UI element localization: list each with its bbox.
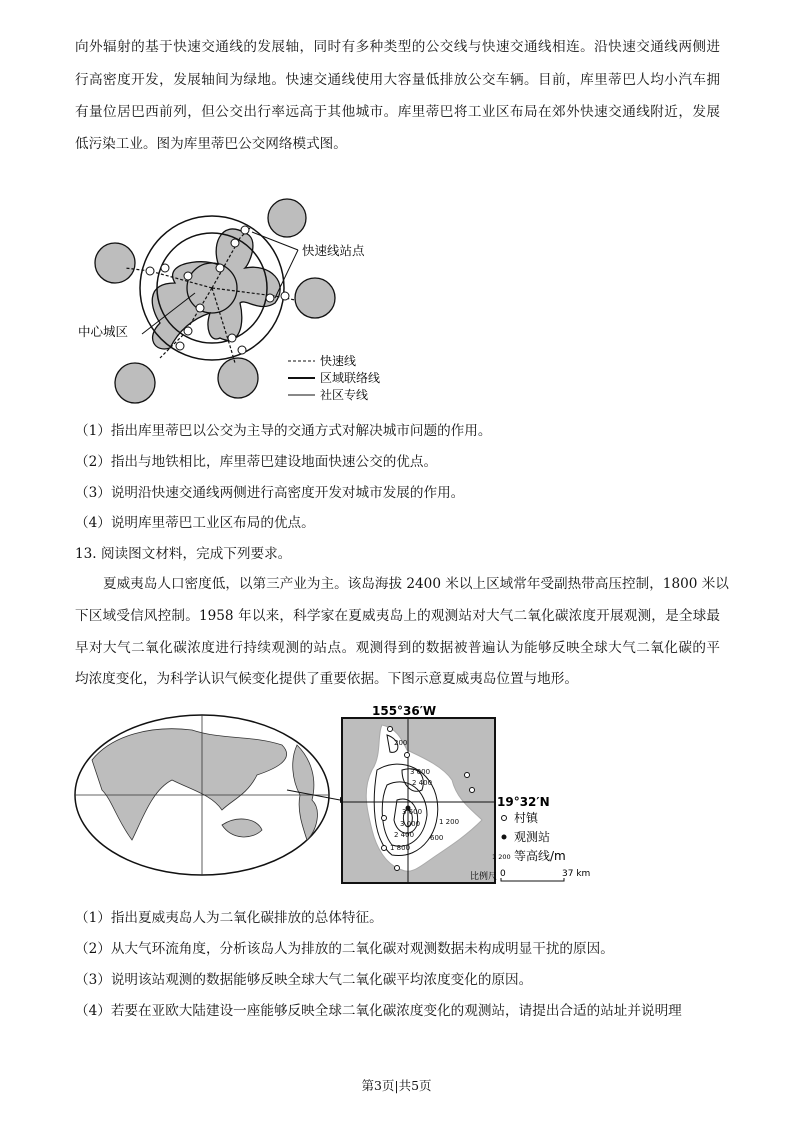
scale-zero: 0 (500, 869, 506, 879)
world-map (75, 715, 348, 875)
station-label: 快速线站点 (302, 243, 365, 258)
text-line: 早对大气二氧化碳浓度进行持续观测的站点。观测得到的数据被普遍认为能够反映全球大气二氧化碳的平 (75, 640, 720, 656)
contour-label: 3 000 (410, 768, 431, 776)
question-item: （1）指出夏威夷岛人为二氧化碳排放的总体特征。 (75, 910, 383, 926)
legend-contour: 等高线/m (514, 849, 566, 863)
text-line: 低污染工业。图为库里蒂巴公交网络模式图。 (75, 136, 347, 152)
legend-town: 村镇 (514, 811, 539, 825)
question-item: （2）从大气环流角度，分析该岛人为排放的二氧化碳对观测数据未构成明显干扰的原因。 (75, 941, 614, 957)
question-item: （4）若要在亚欧大陆建设一座能够反映全球二氧化碳浓度变化的观测站，请提出合适的站址并说明理 (75, 1003, 682, 1019)
scale-max: 37 km (562, 869, 591, 879)
center-label: 中心城区 (78, 324, 129, 339)
hawaii-map-figure (72, 700, 662, 890)
contour-label: 1 800 (390, 844, 411, 852)
legend-contour-sample: 1 200 (492, 853, 511, 861)
bus-network-diagram (70, 188, 430, 410)
text-line: 下区域受信风控制。1958 年以来，科学家在夏威夷岛上的观测站对大气二氧化碳浓度开展观测，是全球最 (75, 608, 720, 624)
legend-station: 观测站 (514, 830, 551, 844)
page-footer: 第3页|共5页 (361, 1078, 432, 1093)
contour-label: 1 200 (439, 818, 460, 826)
question-13-title: 13. 阅读图文材料，完成下列要求。 (75, 546, 292, 562)
contour-label: 2 400 (394, 831, 415, 839)
text-line: 有量位居巴西前列，但公交出行率远高于其他城市。库里蒂巴将工业区布局在郊外快速交通线附近，发展 (75, 104, 720, 120)
development-axes (152, 229, 280, 349)
contour-label: 3 600 (402, 808, 423, 816)
question-item: （3）说明该站观测的数据能够反映全球大气二氧化碳平均浓度变化的原因。 (75, 972, 533, 988)
legend-express: 快速线 (320, 354, 357, 368)
contour-label: 600 (430, 834, 444, 842)
latitude-label: 19°32′N (497, 795, 550, 809)
text-line: 夏威夷岛人口密度低，以第三产业为主。该岛海拔 2400 米以上区域常年受副热带高压控制，1800 米以 (103, 576, 729, 592)
contour-label: 2 400 (412, 779, 433, 787)
legend-community: 社区专线 (320, 388, 369, 402)
scale-label: 比例尺 (470, 872, 498, 882)
contour-label: 200 (394, 739, 408, 747)
longitude-label: 155°36′W (372, 704, 437, 718)
question-item: （4）说明库里蒂巴工业区布局的优点。 (75, 515, 315, 531)
question-item: （3）说明沿快速交通线两侧进行高密度开发对城市发展的作用。 (75, 485, 465, 501)
text-line: 向外辐射的基于快速交通线的发展轴，同时有多种类型的公交线与快速交通线相连。沿快速交通线两侧进 (75, 39, 720, 55)
contour-label: 3 000 (400, 820, 421, 828)
question-item: （1）指出库里蒂巴以公交为主导的交通方式对解决城市问题的作用。 (75, 423, 492, 439)
legend-regional: 区域联络线 (320, 371, 381, 385)
question-item: （2）指出与地铁相比，库里蒂巴建设地面快速公交的优点。 (75, 454, 438, 470)
legend (288, 361, 315, 395)
text-line: 均浓度变化，为科学认识气候变化提供了重要依据。下图示意夏威夷岛位置与地形。 (75, 671, 578, 687)
text-line: 行高密度开发，发展轴间为绿地。快速交通线使用大容量低排放公交车辆。目前，库里蒂巴人均小汽车拥 (75, 72, 720, 88)
